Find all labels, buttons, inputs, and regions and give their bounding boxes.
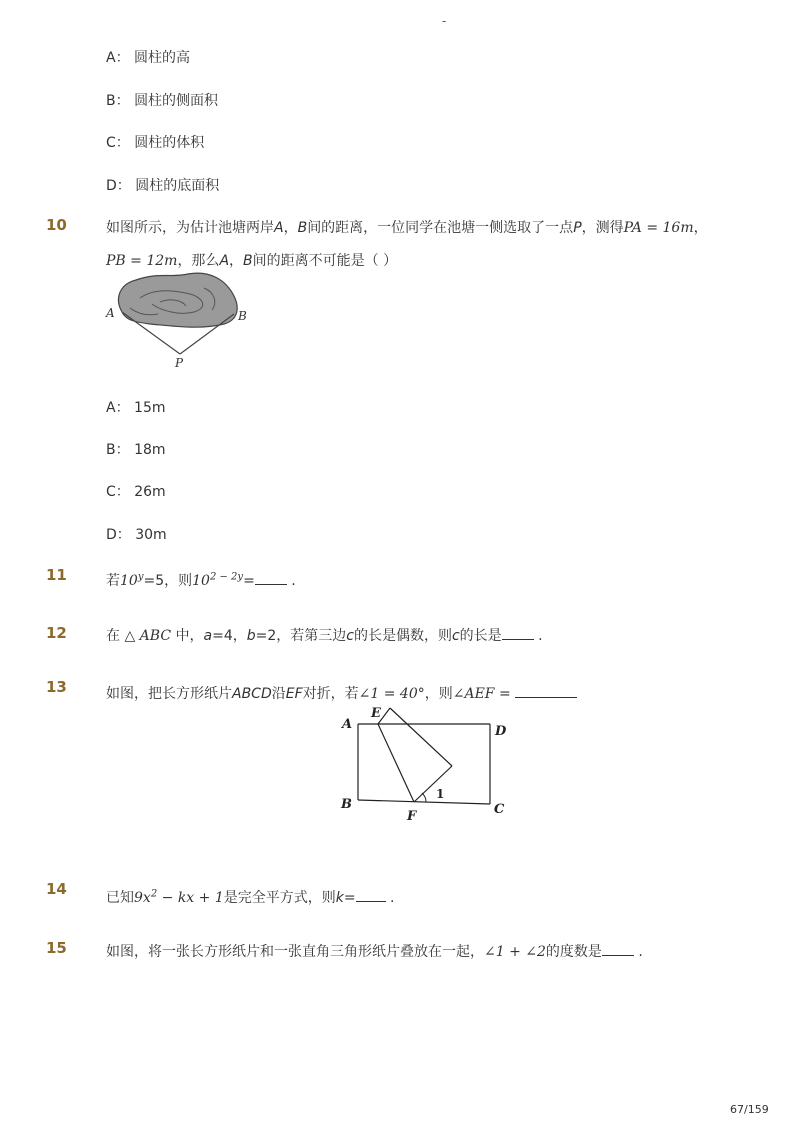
svg-text:E: E <box>371 706 381 721</box>
svg-text:B: B <box>341 797 352 812</box>
question-number: 10 <box>46 216 67 234</box>
svg-text:A: A <box>342 717 353 732</box>
svg-text:C: C <box>494 802 505 817</box>
folded-rectangle-figure <box>330 700 520 828</box>
question-text: 如图，把长方形纸片ABCD沿EF对折，若∠1 = 40°，则∠AEF = <box>106 683 577 703</box>
q10-option-d[interactable]: D： 30m <box>106 527 167 543</box>
answer-blank[interactable] <box>515 684 577 698</box>
question-text: 如图，将一张长方形纸片和一张直角三角形纸片叠放在一起，∠1 + ∠2的度数是 . <box>106 944 643 960</box>
svg-text:F: F <box>407 809 417 824</box>
question-text: 若$10^y=5$，则$10^{2 - 2y}=$ . <box>106 571 296 589</box>
label-a: A <box>106 306 115 320</box>
q9-option-b[interactable]: B： 圆柱的侧面积 <box>106 93 219 109</box>
question-text: 已知$9x^2$ − kx + 1是完全平方式，则k= . <box>106 888 395 906</box>
q10-option-a[interactable]: A： 15m <box>106 400 166 416</box>
answer-blank[interactable] <box>255 571 287 585</box>
pond-figure <box>100 268 260 373</box>
q10-option-c[interactable]: C： 26m <box>106 484 166 500</box>
svg-text:D: D <box>495 724 507 739</box>
q10-option-b[interactable]: B： 18m <box>106 442 166 458</box>
question-number: 13 <box>46 678 67 696</box>
question-text: 在 △ ABC 中，a=4，b=2，若第三边c的长是偶数，则c的长是 . <box>106 628 543 644</box>
q9-option-a[interactable]: A： 圆柱的高 <box>106 50 191 66</box>
answer-blank[interactable] <box>502 626 534 640</box>
question-number: 11 <box>46 566 67 584</box>
answer-blank[interactable] <box>356 888 386 902</box>
question-number: 14 <box>46 880 67 898</box>
page-number: 67/159 <box>730 1103 769 1116</box>
q9-option-c[interactable]: C： 圆柱的体积 <box>106 135 205 151</box>
label-p: P <box>175 356 184 370</box>
question-number: 15 <box>46 939 67 957</box>
question-text: 如图所示，为估计池塘两岸A，B间的距离，一位同学在池塘一侧选取了一点P，测得PA = 16m， <box>106 220 708 236</box>
question-text-line2: PB = 12m，那么A，B间的距离不可能是（ ） <box>106 253 398 269</box>
header-mark: - <box>442 14 447 28</box>
question-number: 12 <box>46 624 67 642</box>
q9-option-d[interactable]: D： 圆柱的底面积 <box>106 178 220 194</box>
svg-text:1: 1 <box>436 787 445 801</box>
answer-blank[interactable] <box>602 942 634 956</box>
label-b: B <box>238 309 247 323</box>
